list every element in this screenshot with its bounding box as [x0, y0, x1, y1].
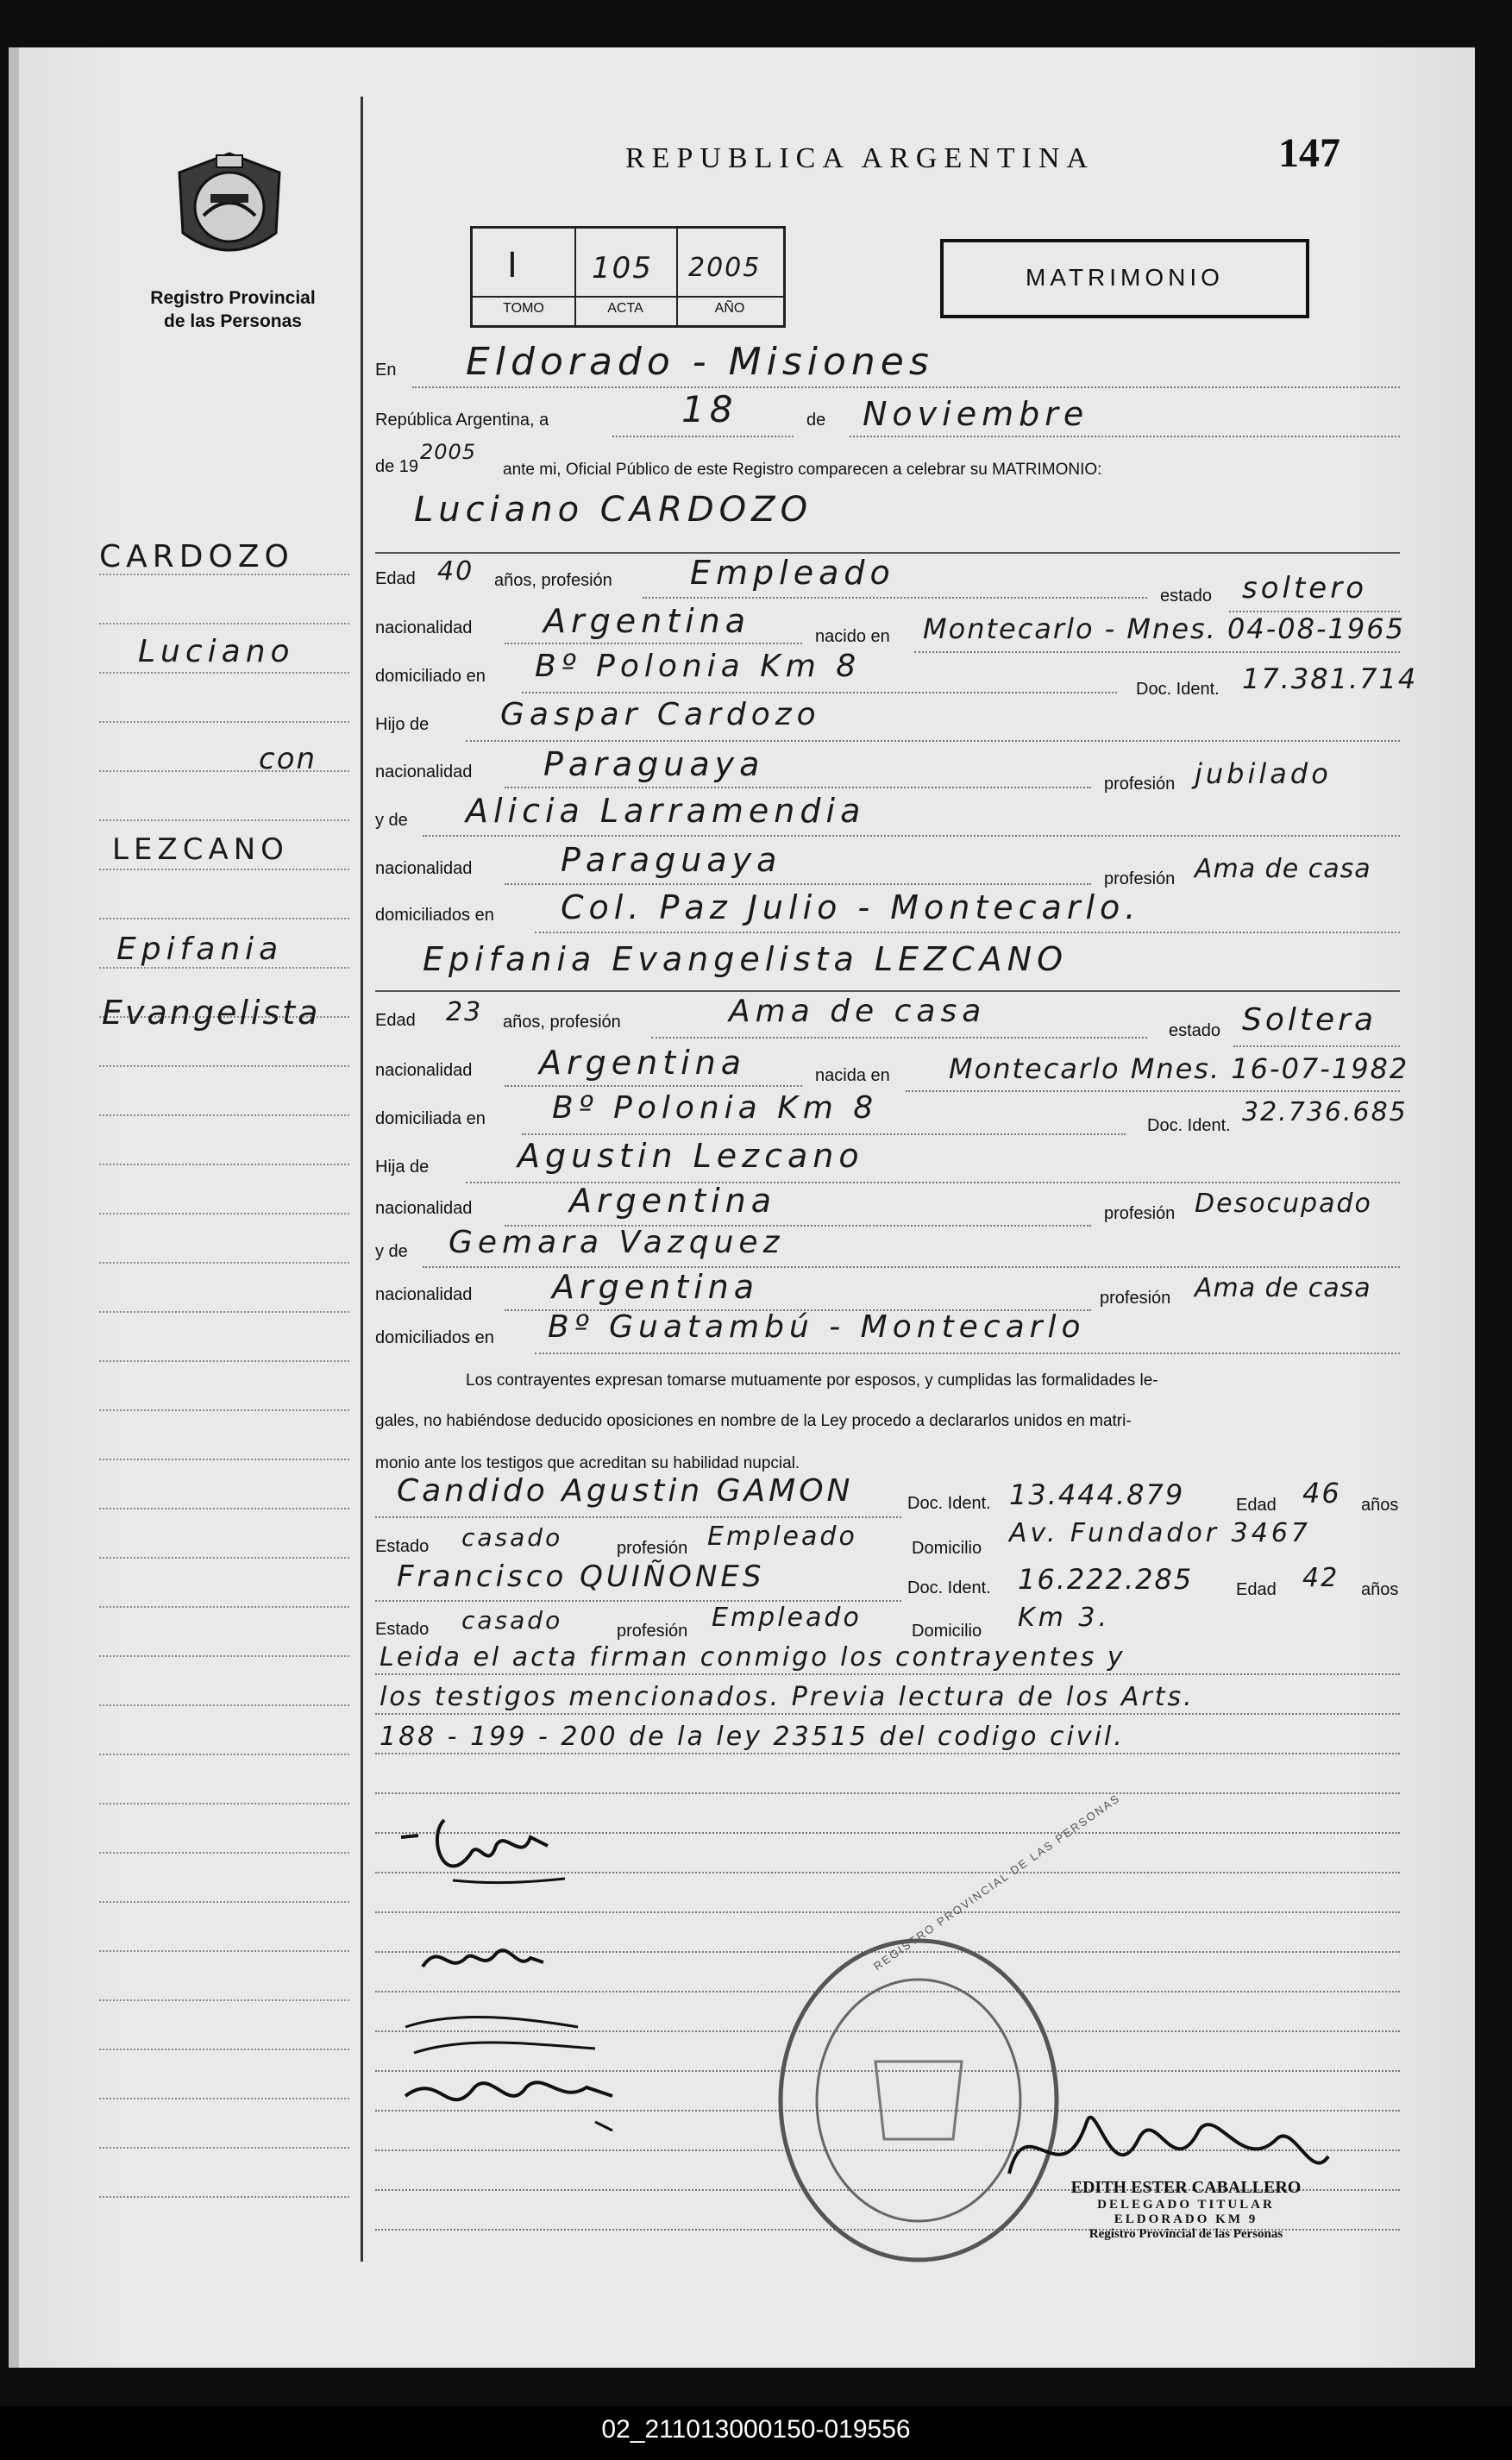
groom-age: 40 — [437, 556, 474, 587]
witness-1-profesion-label: profesión — [617, 1539, 688, 1558]
groom-edad-label: Edad — [375, 569, 416, 588]
acta-value: 105 — [592, 251, 653, 286]
margin-ruled-line — [99, 721, 349, 723]
margin-ruled-line — [99, 1508, 349, 1509]
acta-label: ACTA — [607, 301, 643, 316]
bride-marital-status: Soltera — [1242, 1002, 1377, 1038]
closing-line-1: Leida el acta firman conmigo los contrayentes y — [380, 1642, 1126, 1672]
body-ruled-line — [375, 1713, 1400, 1715]
document-type: MATRIMONIO — [1026, 264, 1224, 291]
margin-ruled-line — [99, 1606, 349, 1608]
witness-1-anos-label: años — [1361, 1496, 1399, 1515]
margin-ruled-line — [99, 1311, 349, 1313]
margin-ruled-line — [99, 2049, 349, 2050]
bride-father-profesion-label: profesión — [1104, 1204, 1176, 1223]
margin-ruled-line — [99, 819, 349, 821]
groom-mother-nationality: Paraguaya — [561, 841, 782, 879]
bride-father-profession: Desocupado — [1195, 1189, 1372, 1219]
witness-2-doc-label: Doc. Ident. — [907, 1578, 991, 1597]
witness-2-anos-label: años — [1361, 1580, 1399, 1599]
bride-y-de-label: y de — [375, 1242, 408, 1261]
bride-mother-profesion-label: profesión — [1100, 1289, 1171, 1308]
margin-bride-given-1: Epifania — [116, 932, 284, 967]
groom-mother-nacionalidad-label: nacionalidad — [375, 859, 473, 878]
closing-line-2: los testigos mencionados. Previa lectura de los Arts. — [380, 1682, 1195, 1712]
bride-mother-profession: Ama de casa — [1195, 1273, 1371, 1303]
margin-ruled-line — [99, 1557, 349, 1559]
margin-ruled-line — [99, 869, 349, 870]
groom-estado-label: estado — [1160, 587, 1213, 606]
de-year-label: de 19 — [375, 457, 419, 476]
groom-mother-profession: Ama de casa — [1195, 854, 1371, 884]
witness-1-estado-label: Estado — [375, 1537, 430, 1556]
image-caption: 02_211013000150-019556 — [601, 2415, 911, 2444]
witness-signatures — [388, 2001, 664, 2139]
page-edge — [9, 47, 19, 2368]
groom-y-de-label: y de — [375, 811, 408, 830]
witness-1-doc-label: Doc. Ident. — [907, 1494, 991, 1513]
groom-nacido-label: nacido en — [815, 627, 890, 646]
groom-doc-label: Doc. Ident. — [1136, 680, 1220, 699]
margin-ruled-line — [99, 1999, 349, 2001]
witness-1-domicilio-label: Domicilio — [912, 1539, 982, 1558]
bride-nacida-label: nacida en — [815, 1066, 890, 1085]
margin-ruled-line — [99, 672, 349, 674]
en-label: En — [375, 361, 397, 380]
republica-label: República Argentina, a — [375, 411, 549, 430]
bride-edad-label: Edad — [375, 1011, 416, 1030]
witness-2-name: Francisco QUIÑONES — [397, 1559, 765, 1594]
bride-anos-profesion-label: años, profesión — [503, 1013, 621, 1032]
bride-domiciliada-label: domiciliada en — [375, 1109, 486, 1128]
record-number-box — [470, 226, 786, 328]
groom-mother-name: Alicia Larramendia — [466, 792, 866, 830]
groom-father-profesion-label: profesión — [1104, 775, 1176, 794]
tomo-label: TOMO — [503, 301, 544, 316]
groom-parents-address: Col. Paz Julio - Montecarlo. — [561, 888, 1141, 926]
margin-ruled-line — [99, 1950, 349, 1952]
body-ruled-line — [375, 1792, 1400, 1794]
margin-ruled-line — [99, 2196, 349, 2198]
margin-ruled-line — [99, 1360, 349, 1362]
margin-connector: con — [259, 742, 317, 776]
bride-estado-label: estado — [1169, 1021, 1221, 1040]
officer-stamp — [1031, 2178, 1341, 2242]
witness-2-status: casado — [461, 1606, 563, 1635]
provincial-emblem — [169, 147, 290, 267]
groom-birth: Montecarlo - Mnes. 04-08-1965 — [923, 612, 1405, 645]
margin-ruled-line — [99, 918, 349, 919]
groom-anos-profesion-label: años, profesión — [494, 571, 612, 590]
bride-birth: Montecarlo Mnes. 16-07-1982 — [949, 1052, 1409, 1085]
margin-ruled-line — [99, 1754, 349, 1755]
witness-2-domicilio-label: Domicilio — [912, 1622, 982, 1641]
marriage-place: Eldorado - Misiones — [466, 340, 934, 384]
bride-address: Bº Polonia Km 8 — [552, 1090, 879, 1126]
marriage-year: 2005 — [420, 440, 477, 464]
marriage-month: Noviembre — [863, 395, 1089, 433]
groom-domiciliados-label: domiciliados en — [375, 906, 494, 925]
margin-ruled-line — [99, 1803, 349, 1804]
declaration-line-3: monio ante los testigos que acreditan su habilidad nupcial. — [375, 1454, 800, 1472]
bride-parents-address: Bº Guatambú - Montecarlo — [548, 1309, 1086, 1345]
margin-groom-given: Luciano — [138, 634, 295, 669]
closing-line-3: 188 - 199 - 200 de la ley 23515 del codigo civil. — [380, 1722, 1125, 1752]
witness-1-doc: 13.444.879 — [1009, 1478, 1185, 1511]
bride-signature — [414, 1923, 587, 1992]
margin-rule — [361, 97, 363, 2262]
margin-ruled-line — [99, 1459, 349, 1460]
groom-signature — [392, 1803, 617, 1906]
witness-2-edad-label: Edad — [1236, 1580, 1277, 1599]
bride-father-name: Agustin Lezcano — [518, 1137, 864, 1175]
groom-marital-status: soltero — [1242, 571, 1367, 606]
margin-bride-given-2: Evangelista — [102, 994, 321, 1032]
margin-bride-surname: LEZCANO — [112, 832, 289, 867]
witness-2-doc: 16.222.285 — [1018, 1563, 1194, 1596]
witness-1-address: Av. Fundador 3467 — [1009, 1518, 1312, 1548]
groom-father-name: Gaspar Cardozo — [500, 697, 821, 732]
margin-ruled-line — [99, 2147, 349, 2149]
bride-nationality: Argentina — [539, 1044, 747, 1082]
country-title: REPUBLICA ARGENTINA — [625, 142, 1095, 174]
margin-ruled-line — [99, 1901, 349, 1903]
anio-value: 2005 — [688, 253, 762, 283]
groom-father-nacionalidad-label: nacionalidad — [375, 762, 473, 781]
groom-doc: 17.381.714 — [1242, 662, 1418, 695]
margin-ruled-line — [99, 1704, 349, 1706]
margin-ruled-line — [99, 1262, 349, 1264]
witness-2-profession: Empleado — [712, 1603, 862, 1633]
officer-title: DELEGADO TITULAR — [1097, 2198, 1275, 2212]
witness-2-address: Km 3. — [1018, 1603, 1111, 1633]
bride-hija-label: Hija de — [375, 1158, 430, 1177]
bride-mother-nationality: Argentina — [552, 1268, 760, 1306]
bride-father-nacionalidad-label: nacionalidad — [375, 1199, 473, 1218]
witness-1-name: Candido Agustin GAMON — [397, 1473, 854, 1509]
body-ruled-line — [375, 1753, 1400, 1754]
body-ruled-line — [375, 1673, 1400, 1675]
bride-mother-nacionalidad-label: nacionalidad — [375, 1285, 473, 1304]
tomo-value: I — [507, 246, 523, 286]
appearance-statement: ante mi, Oficial Público de este Registro comparecen a celebrar su MATRIMONIO: — [503, 461, 1102, 479]
margin-ruled-line — [99, 1655, 349, 1657]
witness-1-status: casado — [461, 1523, 563, 1552]
groom-nacionalidad-label: nacionalidad — [375, 618, 473, 637]
officer-office: ELDORADO KM 9 — [1114, 2212, 1258, 2226]
witness-2-age: 42 — [1302, 1563, 1339, 1593]
page-number: 147 — [1278, 130, 1340, 176]
marriage-day: 18 — [681, 388, 738, 430]
groom-mother-profesion-label: profesión — [1104, 869, 1176, 888]
groom-father-profession: jubilado — [1195, 757, 1332, 790]
bride-doc: 32.736.685 — [1242, 1097, 1408, 1127]
bride-domiciliados-label: domiciliados en — [375, 1328, 494, 1347]
bride-mother-name: Gemara Vazquez — [449, 1225, 785, 1260]
bride-age: 23 — [446, 997, 483, 1027]
officer-registry: Registro Provincial de las Personas — [1089, 2227, 1283, 2241]
groom-full-name: Luciano CARDOZO — [414, 490, 813, 530]
margin-ruled-line — [99, 623, 349, 624]
witness-1-age: 46 — [1302, 1477, 1341, 1509]
margin-ruled-line — [99, 1065, 349, 1067]
margin-groom-surname: CARDOZO — [99, 539, 294, 574]
bride-father-nationality: Argentina — [569, 1182, 777, 1220]
groom-profession: Empleado — [690, 554, 895, 592]
body-ruled-line — [375, 1911, 1400, 1913]
declaration-line-1: Los contrayentes expresan tomarse mutuamente por esposos, y cumplidas las formalidades le- — [466, 1371, 1158, 1390]
margin-ruled-line — [99, 1852, 349, 1854]
anio-label: AÑO — [714, 301, 745, 316]
bride-nacionalidad-label: nacionalidad — [375, 1061, 473, 1080]
bride-doc-label: Doc. Ident. — [1147, 1116, 1231, 1135]
bride-full-name: Epifania Evangelista LEZCANO — [423, 940, 1068, 978]
margin-ruled-line — [99, 1213, 349, 1214]
groom-domiciliado-label: domiciliado en — [375, 667, 486, 686]
declaration-line-2: gales, no habiéndose deducido oposiciones en nombre de la Ley procedo a declararlos unidos en matri- — [375, 1412, 1132, 1430]
office-name: Registro Provincial de las Personas — [150, 288, 316, 331]
witness-2-estado-label: Estado — [375, 1620, 430, 1639]
groom-hijo-label: Hijo de — [375, 715, 430, 734]
witness-2-profesion-label: profesión — [617, 1622, 688, 1641]
margin-ruled-line — [99, 1409, 349, 1411]
document-type-box — [940, 239, 1309, 318]
margin-ruled-line — [99, 2098, 349, 2099]
seal-text: REGISTRO PROVINCIAL DE LAS PERSONAS — [871, 1791, 1123, 1974]
witness-1-edad-label: Edad — [1236, 1496, 1277, 1515]
groom-father-nationality: Paraguaya — [543, 745, 765, 783]
groom-address: Bº Polonia Km 8 — [535, 649, 862, 684]
margin-ruled-line — [99, 1164, 349, 1165]
witness-1-profession: Empleado — [707, 1522, 857, 1552]
groom-nationality: Argentina — [543, 602, 751, 640]
officer-name: EDITH ESTER CABALLERO — [1070, 2178, 1302, 2197]
margin-ruled-line — [99, 1114, 349, 1116]
de-label: de — [806, 411, 826, 430]
bride-profession: Ama de casa — [729, 994, 987, 1029]
margin-ruled-line — [99, 967, 349, 969]
